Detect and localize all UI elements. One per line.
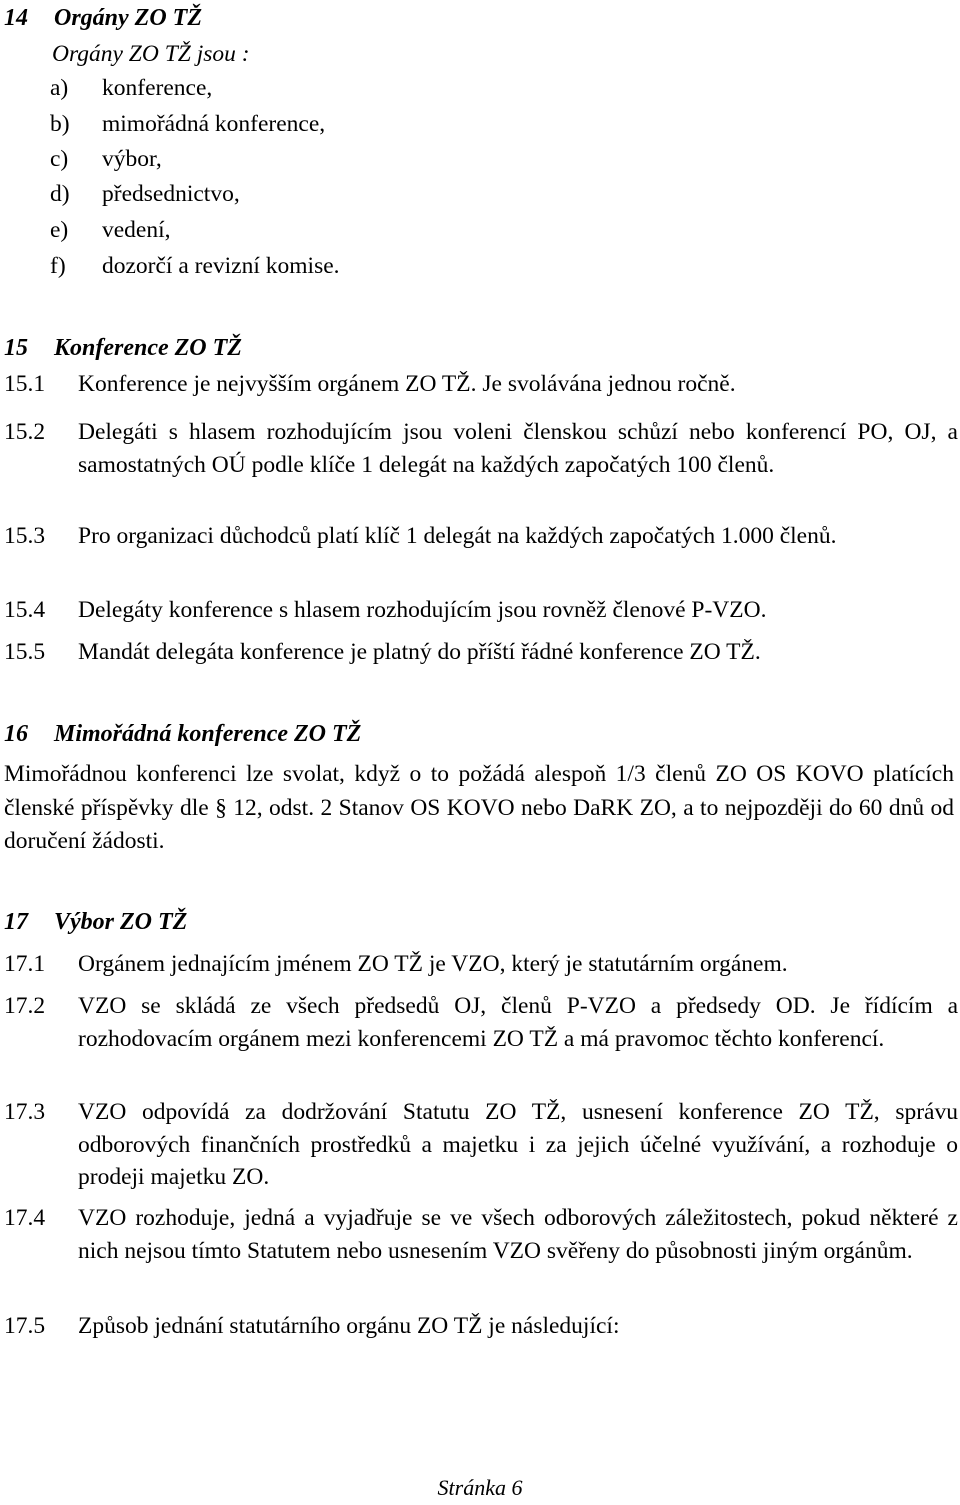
clause-number: 17.3 (4, 1099, 46, 1125)
section-number: 17 (4, 909, 28, 935)
section-title: Mimořádná konference ZO TŽ (54, 721, 362, 747)
section-title: Orgány ZO TŽ (54, 5, 202, 31)
section-17-heading (4, 906, 187, 939)
list-label: c) (50, 146, 69, 172)
section-16-heading (4, 718, 361, 751)
section-number: 14 (4, 5, 28, 31)
clause-text: VZO odpovídá za dodržování Statutu ZO TŽ, usnesení konference ZO TŽ, správu odborových finančních prostředků a majetku i za jejich účelné využívání, a rozhoduje o prodeji majetku ZO. (78, 1099, 958, 1190)
list-label: d) (50, 181, 70, 207)
list-label: e) (50, 217, 69, 243)
list-item (50, 250, 340, 283)
section-15-heading (4, 332, 242, 365)
section-title: Konference ZO TŽ (54, 335, 242, 361)
section-14-heading (4, 2, 202, 35)
list-item (50, 108, 325, 141)
list-text: dozorčí a revizní komise. (102, 253, 340, 279)
section-number: 15 (4, 335, 28, 361)
clause-text: VZO rozhoduje, jedná a vyjadřuje se ve všech odborových záležitostech, pokud některé z nich nejsou tímto Statutem nebo usnesením VZO svěřeny do působnosti jiným orgánům. (78, 1205, 958, 1264)
clause-number: 17.4 (4, 1205, 46, 1231)
clause-number: 17.5 (4, 1313, 46, 1339)
list-label: f) (50, 253, 66, 279)
clause-text: VZO se skládá ze všech předsedů OJ, členů P-VZO a předsedy OD. Je řídícím a rozhodovacím orgánem mezi konferencemi ZO TŽ a má pravomoc těchto konferencí. (78, 993, 958, 1052)
section-16-paragraph: Mimořádnou konferenci lze svolat, když o to požádá alespoň 1/3 členů ZO OS KOVO platících členské příspěvky dle § 12, odst. 2 Stanov OS KOVO nebo DaRK ZO, a to nejpozději do 60 dnů od doručení žádosti. (4, 761, 954, 854)
clause-number: 15.1 (4, 371, 46, 397)
clause-text: Delegáti s hlasem rozhodujícím jsou voleni členskou schůzí nebo konferencí PO, OJ, a samostatných OÚ podle klíče 1 delegát na každých započatých 100 členů. (78, 419, 958, 478)
clause-number: 17.2 (4, 993, 46, 1019)
clause-text: Pro organizaci důchodců platí klíč 1 delegát na každých započatých 1.000 členů. (78, 523, 837, 549)
clause-number: 15.2 (4, 419, 46, 445)
list-text: výbor, (102, 146, 162, 172)
list-item (50, 143, 162, 176)
list-text: konference, (102, 75, 213, 101)
list-text: předsednictvo, (102, 181, 240, 207)
clause-text: Mandát delegáta konference je platný do příští řádné konference ZO TŽ. (78, 639, 761, 665)
clause-number: 15.4 (4, 597, 46, 623)
list-text: vedení, (102, 217, 171, 243)
section-title: Výbor ZO TŽ (54, 909, 188, 935)
section-number: 16 (4, 721, 28, 747)
clause-text: Delegáty konference s hlasem rozhodujícím jsou rovněž členové P-VZO. (78, 597, 767, 623)
list-label: b) (50, 111, 70, 137)
clause-number: 15.5 (4, 639, 46, 665)
section-14-intro: Orgány ZO TŽ jsou : (52, 41, 250, 67)
clause-number: 17.1 (4, 951, 46, 977)
clause-text: Způsob jednání statutárního orgánu ZO TŽ je následující: (78, 1313, 620, 1339)
page-footer: Stránka 6 (437, 1475, 523, 1500)
clause-text: Konference je nejvyšším orgánem ZO TŽ. Je svolávána jednou ročně. (78, 371, 736, 397)
clause-number: 15.3 (4, 523, 46, 549)
list-item (50, 214, 171, 247)
clause-text: Orgánem jednajícím jménem ZO TŽ je VZO, který je statutárním orgánem. (78, 951, 788, 977)
list-item (50, 178, 240, 211)
list-label: a) (50, 75, 69, 101)
list-item (50, 72, 212, 105)
list-text: mimořádná konference, (102, 111, 326, 137)
